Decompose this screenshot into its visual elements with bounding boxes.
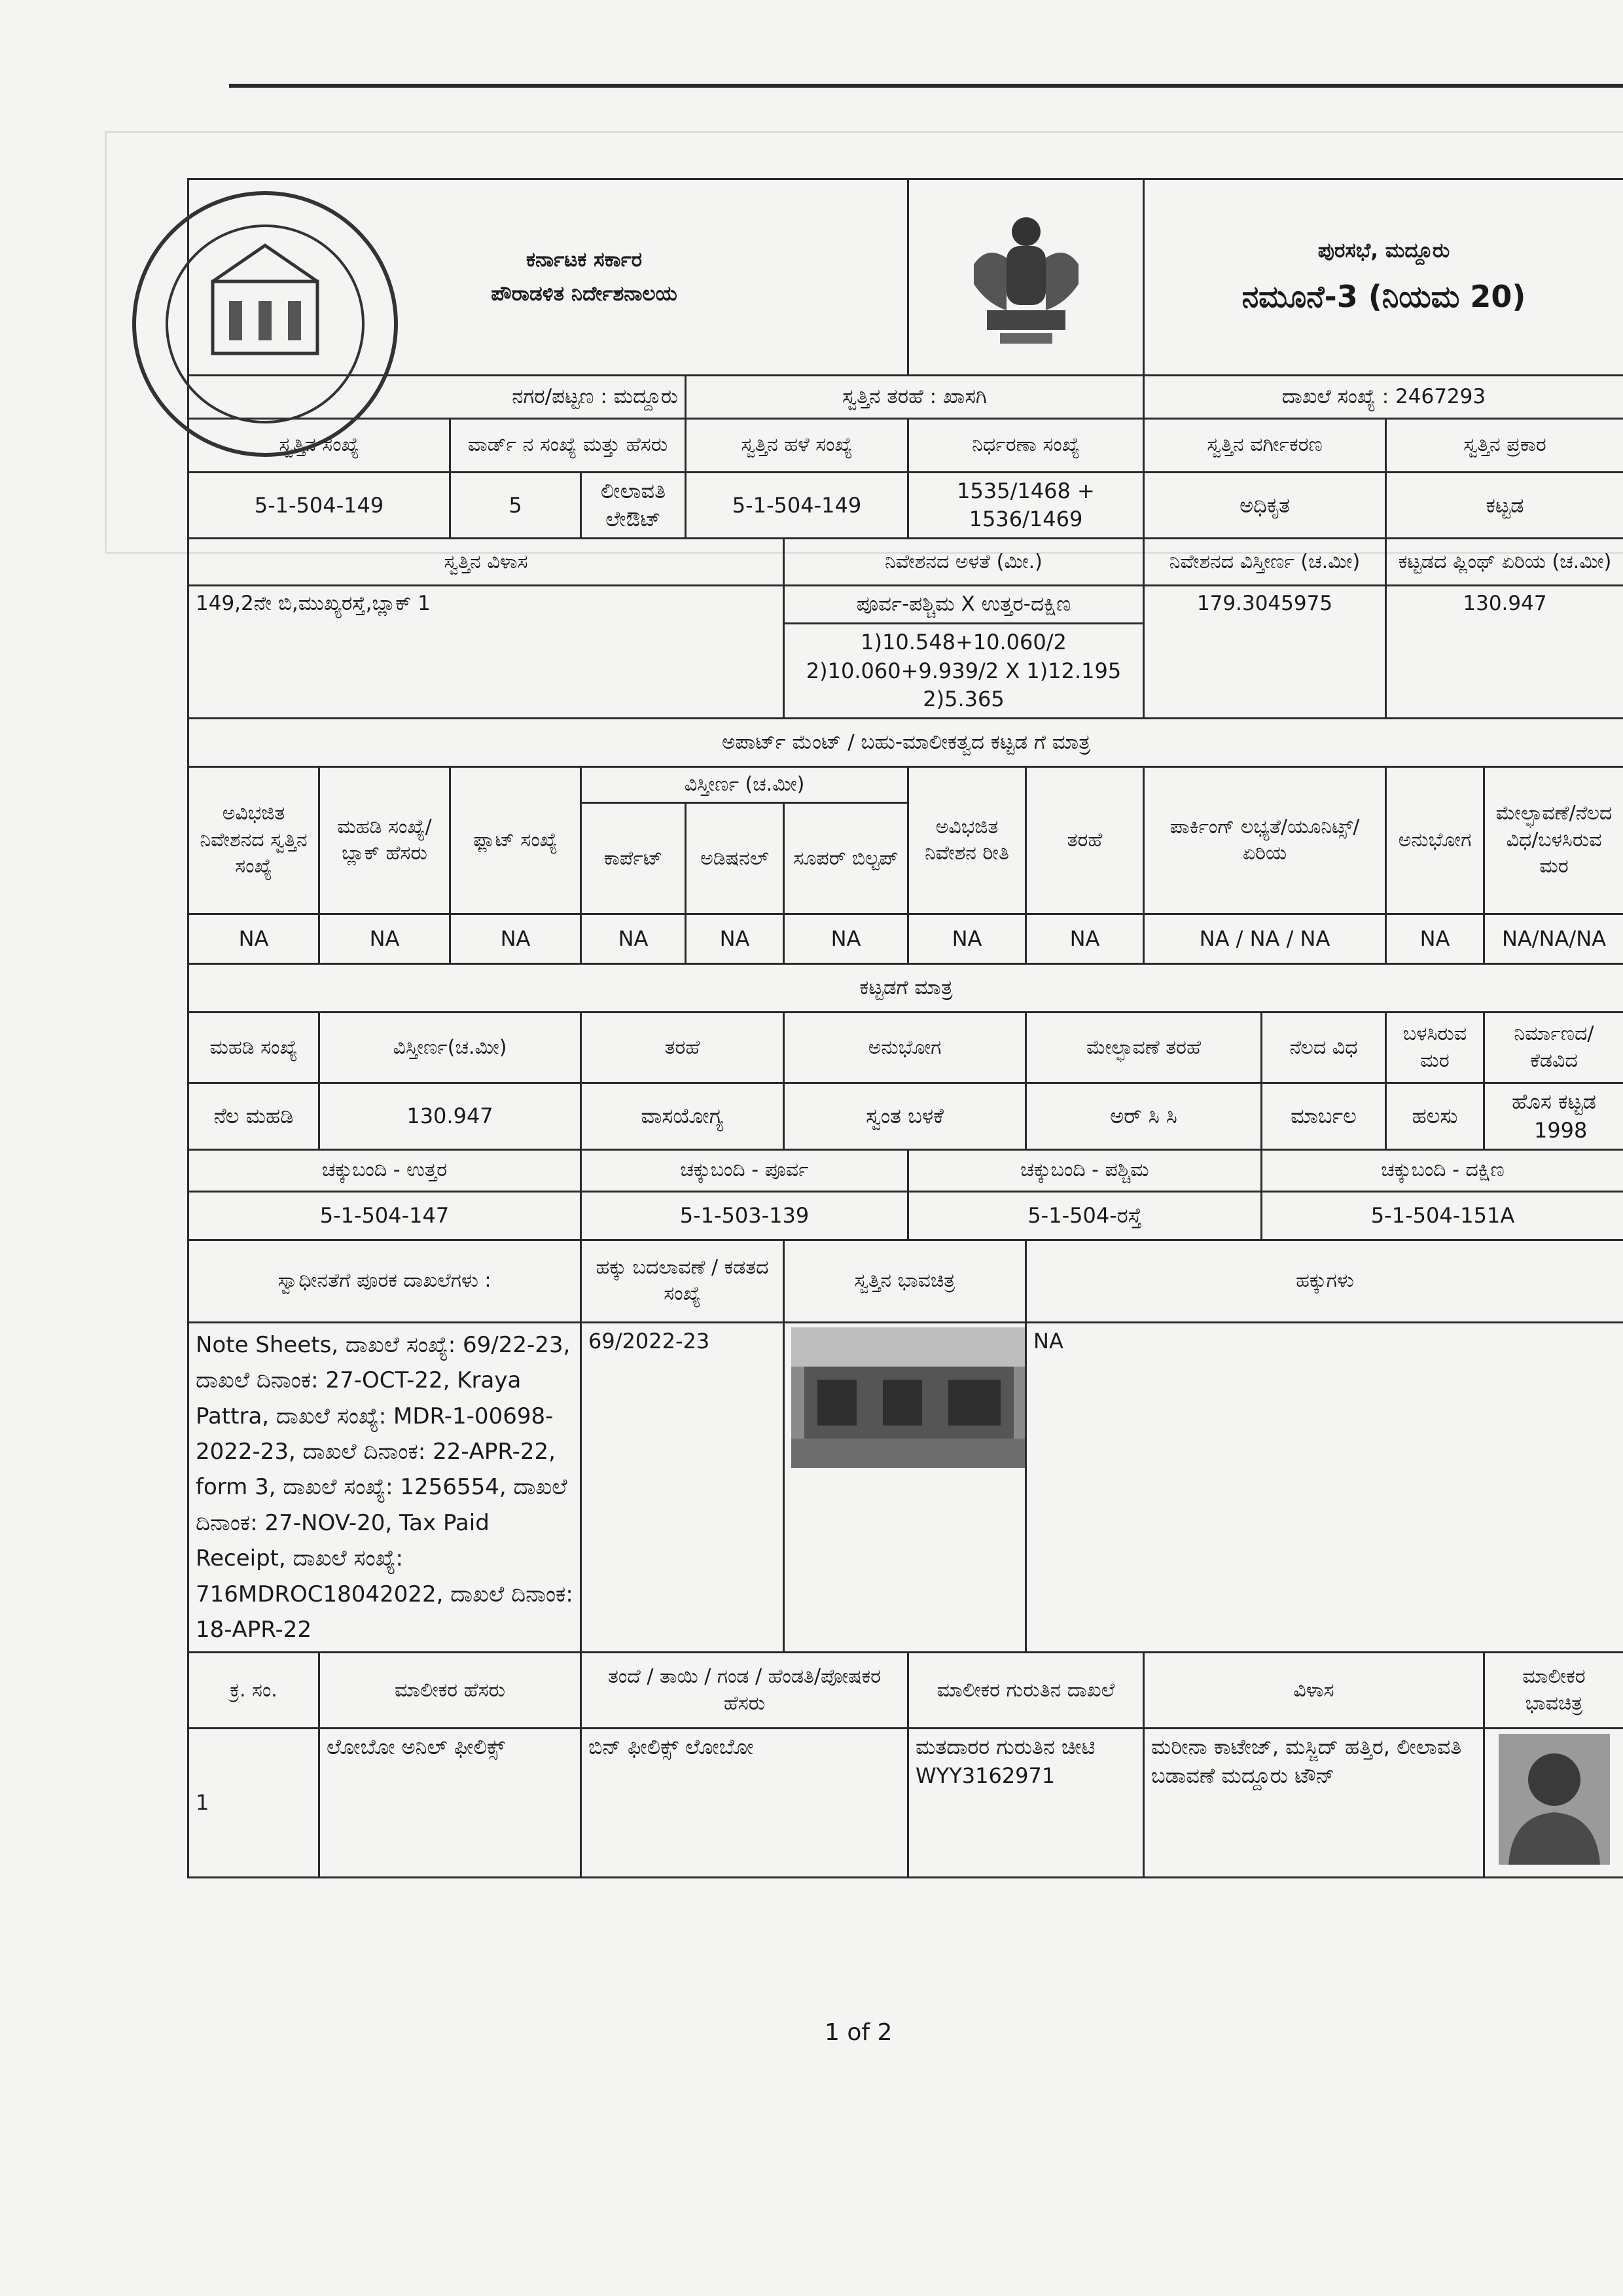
owner-id-header: ಮಾಲೀಕರ ಗುರುತಿನ ದಾಖಲೆ <box>908 1653 1144 1729</box>
ward-header: ವಾರ್ಡ್ ನ ಸಂಖ್ಯೆ ಮತ್ತು ಹೆಸರು <box>450 419 686 473</box>
plinth-area: 130.947 <box>1386 586 1623 719</box>
bld-value <box>1484 1083 1623 1149</box>
apt-header: ಅನುಭೋಗ <box>1386 766 1484 914</box>
apt-value: NA <box>1386 914 1484 964</box>
dimensions-header: ನಿವೇಶನದ ಅಳತೆ (ಮೀ.) <box>784 539 1144 586</box>
property-no: 5-1-504-149 <box>188 473 450 539</box>
owner-id-type: ಮತದಾರರ ಗುರುತಿನ ಚೀಟಿ <box>916 1734 1096 1760</box>
site-area-header: ನಿವೇಶನದ ವಿಸ್ತೀರ್ಣ (ಚ.ಮೀ) <box>1144 539 1386 586</box>
property-kind: ಕಟ್ಟಡ <box>1386 473 1623 539</box>
owner-address: ಮರೀನಾ ಕಾಟೇಜ್, ಮಸ್ಜಿದ್ ಹತ್ತಿರ, ಲೀಲಾವತಿ ಬಡಾವಣೆ ಮದ್ದೂರು ಟೌನ್ <box>1144 1729 1484 1878</box>
apt-value: NA <box>450 914 581 964</box>
property-photo-icon <box>791 1327 1026 1468</box>
bld-header: ಬಳಸಿರುವ ಮರ <box>1386 1013 1484 1083</box>
apt-value: NA <box>1026 914 1144 964</box>
bld-value: ಸ್ವಂತ ಬಳಕೆ <box>784 1083 1026 1149</box>
address-header: ಸ್ವತ್ತಿನ ವಿಳಾಸ <box>188 539 784 586</box>
boundary-east-header: ಚಕ್ಕುಬಂದಿ - ಪೂರ್ವ <box>581 1149 908 1191</box>
site-area: 179.3045975 <box>1144 586 1386 719</box>
building-section-title: ಕಟ್ಟಡಗೆ ಮಾತ್ರ <box>188 964 1623 1013</box>
bld-value: ಅರ್ ಸಿ ಸಿ <box>1026 1083 1262 1149</box>
owner-name: ಲೋಬೋ ಅನಿಲ್ ಫೀಲಿಕ್ಸ್ <box>319 1729 581 1878</box>
construction-year: 1998 <box>1533 1117 1588 1143</box>
apt-value: NA / NA / NA <box>1144 914 1386 964</box>
apt-value: NA <box>908 914 1026 964</box>
ward-name: ಲೀಲಾವತಿ ಲೇಔಟ್ <box>581 473 686 539</box>
bld-header: ವಿಸ್ತೀರ್ಣ(ಚ.ಮೀ) <box>319 1013 581 1083</box>
boundary-west-header: ಚಕ್ಕುಬಂದಿ - ಪಶ್ಚಿಮ <box>908 1149 1262 1191</box>
rights-value: NA <box>1026 1322 1623 1653</box>
boundary-north: 5-1-504-147 <box>188 1191 581 1240</box>
bld-value: ಮಾರ್ಬಲ <box>1262 1083 1386 1149</box>
emblem-cell <box>908 179 1144 376</box>
apt-value: NA <box>319 914 450 964</box>
ward-no: 5 <box>450 473 581 539</box>
application-no-cell: ದಾಖಲೆ ಸಂಖ್ಯೆ : 2467293 <box>1144 376 1623 419</box>
bld-header: ಅನುಭೋಗ <box>784 1013 1026 1083</box>
assessment-no: 1535/1468 + 1536/1469 <box>908 473 1144 539</box>
dimension-line: 2)10.060+9.939/2 X 1)12.195 <box>806 658 1122 683</box>
plinth-area-header: ಕಟ್ಟಡದ ಪ್ಲಿಂಥ್ ಏರಿಯ (ಚ.ಮೀ) <box>1386 539 1623 586</box>
assessment-no-header: ನಿರ್ಧರಣಾ ಸಂಖ್ಯೆ <box>908 419 1144 473</box>
mutation-no: 69/2022-23 <box>581 1322 784 1653</box>
apt-header: ಮಹಡಿ ಸಂಖ್ಯೆ/ಬ್ಲಾಕ್ ಹೆಸರು <box>319 766 450 914</box>
boundary-north-header: ಚಕ್ಕುಬಂದಿ - ಉತ್ತರ <box>188 1149 581 1191</box>
municipality-seal-icon <box>124 183 406 465</box>
municipality-block <box>1144 179 1623 376</box>
bld-header: ಮೇಲ್ಛಾವಣೆ ತರಹೆ <box>1026 1013 1262 1083</box>
apt-header: ಅಡಿಷನಲ್ <box>686 803 784 914</box>
construction-status: ಹೊಸ ಕಟ್ಟಡ <box>1511 1089 1597 1115</box>
apt-header: ಅವಿಭಜಿತ ನಿವೇಶನದ ಸ್ವತ್ತಿನ ಸಂಖ್ಯೆ <box>188 766 319 914</box>
type-header: ಸ್ವತ್ತಿನ ಪ್ರಕಾರ <box>1386 419 1623 473</box>
bld-value: ಹಲಸು <box>1386 1083 1484 1149</box>
state-emblem-icon <box>961 206 1092 350</box>
apt-value: NA <box>188 914 319 964</box>
owner-name-header: ಮಾಲೀಕರ ಹೆಸರು <box>319 1653 581 1729</box>
bld-header: ಮಹಡಿ ಸಂಖ್ಯೆ <box>188 1013 319 1083</box>
rights-header: ಹಕ್ಕುಗಳು <box>1026 1240 1623 1322</box>
owner-photo-header: ಮಾಲೀಕರ ಭಾವಚಿತ್ರ <box>1484 1653 1623 1729</box>
owner-photo-icon <box>1499 1734 1610 1865</box>
property-photo-cell <box>784 1322 1026 1653</box>
bld-value: ನೆಲ ಮಹಡಿ <box>188 1083 319 1149</box>
boundary-east: 5-1-503-139 <box>581 1191 908 1240</box>
owner-relation: ಬಿನ್ ಫೀಲಿಕ್ಸ್ ಲೋಬೋ <box>581 1729 908 1878</box>
supporting-docs-header: ಸ್ವಾಧೀನತೆಗೆ ಪೂರಕ ದಾಖಲೆಗಳು : <box>188 1240 581 1322</box>
gov-title: ಕರ್ನಾಟಕ ಸರ್ಕಾರ <box>526 247 642 272</box>
site-dimensions <box>784 624 1144 719</box>
owner-sl: 1 <box>188 1729 319 1878</box>
apt-header: ಅವಿಭಜಿತ ನಿವೇಶನ ರೀತಿ <box>908 766 1026 914</box>
bld-value: ವಾಸಯೋಗ್ಯ <box>581 1083 784 1149</box>
table-row <box>188 1729 1623 1878</box>
property-address: 149,2ನೇ ಬಿ,ಮುಖ್ಯರಸ್ತೆ,ಬ್ಲಾಕ್ 1 <box>188 586 784 719</box>
municipality-title: ಪುರಸಭೆ, ಮದ್ದೂರು <box>1317 238 1450 262</box>
apt-value: NA <box>784 914 908 964</box>
owner-id <box>908 1729 1144 1878</box>
top-rule <box>229 84 1623 88</box>
old-no-header: ಸ್ವತ್ತಿನ ಹಳೆ ಸಂಖ್ಯೆ <box>686 419 908 473</box>
classification-header: ಸ್ವತ್ತಿನ ವರ್ಗೀಕರಣ <box>1144 419 1386 473</box>
boundary-south: 5-1-504-151A <box>1262 1191 1623 1240</box>
owner-photo-cell <box>1484 1729 1623 1878</box>
apt-header: ಕಾರ್ಪೆಟ್ <box>581 803 686 914</box>
apt-value: NA <box>686 914 784 964</box>
owner-address-header: ವಿಳಾಸ <box>1144 1653 1484 1729</box>
apartment-section-title: ಅಪಾರ್ಟ್ ಮೆಂಟ್ / ಬಹು-ಮಾಲೀಕತ್ವದ ಕಟ್ಟಡ ಗೆ ಮಾತ್ರ <box>188 718 1623 766</box>
owner-sl-header: ಕ್ರ. ಸಂ. <box>188 1653 319 1729</box>
bld-header: ತರಹೆ <box>581 1013 784 1083</box>
property-no-header: ಸ್ವತ್ತಿನ ಸಂಖ್ಯೆ <box>188 419 450 473</box>
owner-relation-header: ತಂದೆ / ತಾಯಿ / ಗಂಡ / ಹೆಂಡತಿ/ಪೋಷಕರ ಹೆಸರು <box>581 1653 908 1729</box>
apt-header: ತರಹೆ <box>1026 766 1144 914</box>
classification: ಅಧಿಕೃತ <box>1144 473 1386 539</box>
town-cell: ನಗರ/ಪಟ್ಟಣ : ಮದ್ದೂರು <box>188 376 686 419</box>
direction-label: ಪೂರ್ವ-ಪಶ್ಚಿಮ X ಉತ್ತರ-ದಕ್ಷಿಣ <box>784 586 1144 624</box>
apt-area-group-header: ವಿಸ್ತೀರ್ಣ (ಚ.ಮೀ) <box>581 766 908 803</box>
boundary-west: 5-1-504-ರಸ್ತೆ <box>908 1191 1262 1240</box>
dept-title: ಪೌರಾಡಳಿತ ನಿರ್ದೇಶನಾಲಯ <box>491 281 677 306</box>
mutation-header: ಹಕ್ಕು ಬದಲಾವಣೆ / ಕಡತದ ಸಂಖ್ಯೆ <box>581 1240 784 1322</box>
owner-id-number: WYY3162971 <box>916 1763 1056 1788</box>
bld-header: ನಿರ್ಮಾಣದ/ ಕೆಡವಿದ <box>1484 1013 1623 1083</box>
bld-header: ನೆಲದ ವಿಧ <box>1262 1013 1386 1083</box>
apt-header: ಪಾರ್ಕಿಂಗ್ ಲಭ್ಯತೆ/ಯೂನಿಟ್ಸ್/ಏರಿಯ <box>1144 766 1386 914</box>
apt-header: ಮೇಲ್ಛಾವಣೆ/ನೆಲದ ವಿಧ/ಬಳಸಿರುವ ಮರ <box>1484 766 1623 914</box>
apt-header: ಸೂಪರ್ ಬಿಲ್ಟಪ್ <box>784 803 908 914</box>
dimension-line: 2)5.365 <box>923 686 1005 711</box>
bld-value: 130.947 <box>319 1083 581 1149</box>
property-photo-header: ಸ್ವತ್ತಿನ ಭಾವಚಿತ್ರ <box>784 1240 1026 1322</box>
page-number: 1 of 2 <box>825 2019 893 2046</box>
apt-header: ಫ್ಲಾಟ್ ಸಂಖ್ಯೆ <box>450 766 581 914</box>
apt-value: NA <box>581 914 686 964</box>
dimension-line: 1)10.548+10.060/2 <box>861 630 1067 655</box>
boundary-south-header: ಚಕ್ಕುಬಂದಿ - ದಕ್ಷಿಣ <box>1262 1149 1623 1191</box>
old-no: 5-1-504-149 <box>686 473 908 539</box>
supporting-docs: Note Sheets, ದಾಖಲೆ ಸಂಖ್ಯೆ: 69/22-23, ದಾಖಲೆ ದಿನಾಂಕ: 27-OCT-22, Kraya Pattra, ದಾಖಲೆ ಸಂಖ್ಯೆ: MDR-1-00698-2022-23, ದಾಖಲೆ ದಿನಾಂಕ: 22-APR-22, form 3, ದಾಖಲೆ ಸಂಖ್ಯೆ: 1256554, ದಾಖಲೆ ದಿನಾಂಕ: 27-NOV-20, Tax Paid Receipt, ದಾಖಲೆ ಸಂಖ್ಯೆ: 716MDROC18042022, ದಾಖಲೆ ದಿನಾಂಕ: 18-APR-22 <box>188 1322 581 1653</box>
property-type-cell: ಸ್ವತ್ತಿನ ತರಹೆ : ಖಾಸಗಿ <box>686 376 1144 419</box>
form-title: ನಮೂನೆ-3 (ನಿಯಮ 20) <box>1241 279 1526 315</box>
apt-value: NA/NA/NA <box>1484 914 1623 964</box>
